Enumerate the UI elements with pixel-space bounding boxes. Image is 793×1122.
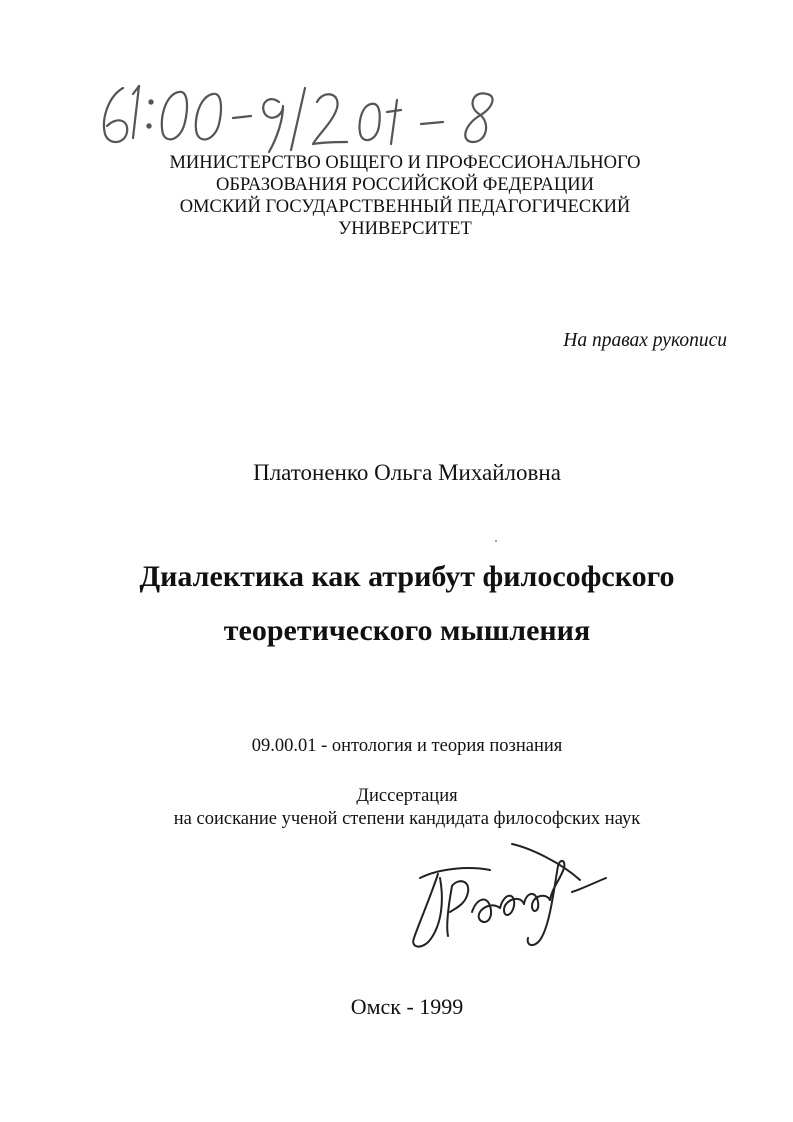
manuscript-rights-note: На правах рукописи — [563, 330, 727, 351]
specialty-code: 09.00.01 - онтология и теория познания — [251, 736, 563, 756]
scan-speck — [495, 540, 497, 542]
ministry-line-3: ОМСКИЙ ГОСУДАРСТВЕННЫЙ ПЕДАГОГИЧЕСКИЙ — [179, 197, 631, 217]
degree-description: на соискание ученой степени кандидата философских наук — [173, 809, 641, 829]
title-line-1: Диалектика как атрибут философского — [139, 560, 675, 593]
handwritten-archive-code — [95, 72, 535, 162]
author-name: Платоненко Ольга Михайловна — [253, 460, 561, 485]
ministry-header — [0, 152, 793, 240]
dissertation-label: Диссертация — [356, 786, 458, 806]
ministry-line-4: УНИВЕРСИТЕТ — [338, 219, 472, 239]
dissertation-title — [0, 550, 793, 658]
city-and-year: Омск - 1999 — [350, 994, 464, 1019]
ministry-line-2: ОБРАЗОВАНИЯ РОССИЙСКОЙ ФЕДЕРАЦИИ — [216, 175, 594, 195]
dissertation-degree — [0, 785, 793, 831]
signature — [400, 808, 615, 958]
title-line-2: теоретического мышления — [223, 614, 591, 647]
ministry-line-1: МИНИСТЕРСТВО ОБЩЕГО И ПРОФЕССИОНАЛЬНОГО — [169, 153, 641, 173]
